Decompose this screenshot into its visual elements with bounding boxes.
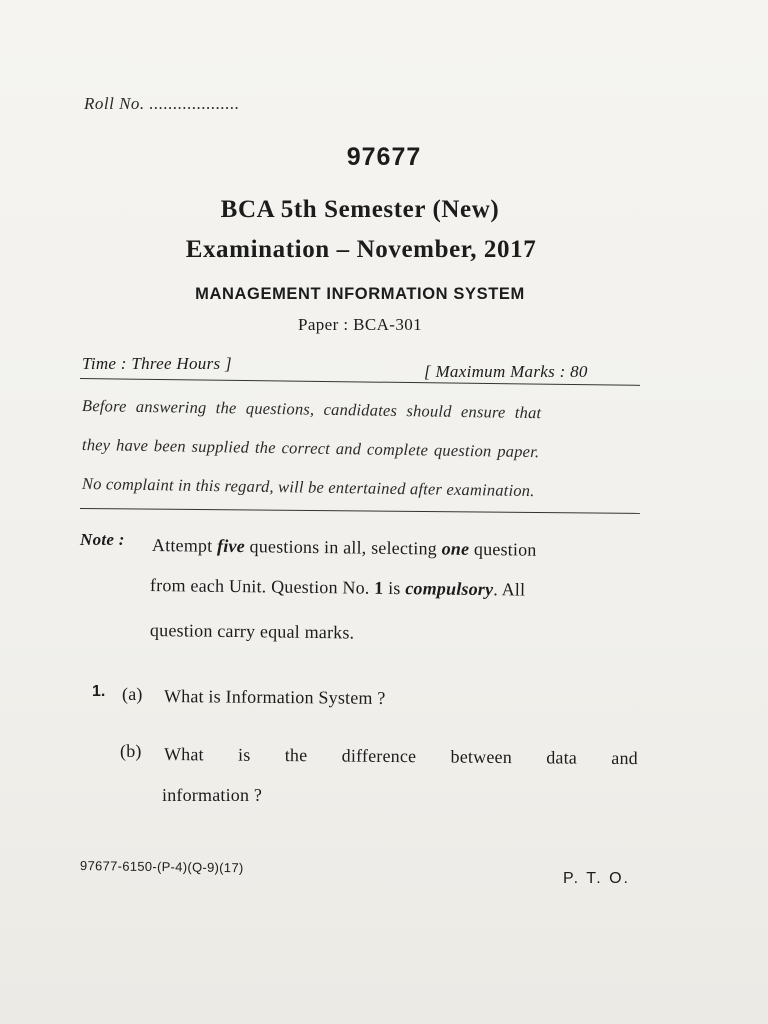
note-text: questions in all, selecting (244, 536, 442, 559)
roll-number-field: Roll No. ................... (84, 94, 240, 113)
maximum-marks: [ Maximum Marks : 80 (424, 362, 588, 381)
question-part-text-continued: information ? (162, 785, 263, 805)
note-emphasis-one: one (441, 538, 470, 559)
paper-number: Paper : BCA-301 (297, 315, 423, 334)
note-emphasis-question-number: 1 (374, 577, 384, 598)
instruction-line-2: they have been supplied the correct and complete question paper. (81, 435, 540, 462)
question-number: 1. (92, 683, 106, 700)
exam-title-line1: BCA 5th Semester (New) (220, 196, 500, 223)
question-word: data (546, 747, 578, 768)
paper-code: 97677 (346, 143, 422, 171)
note-line-3: question carry equal marks. (149, 620, 355, 643)
question-word: the (284, 745, 308, 766)
question-part-text: What is Information System ? (163, 686, 386, 708)
note-emphasis-compulsory: compulsory (405, 578, 494, 600)
instruction-line-1: Before answering the questions, candidates should ensure that (81, 396, 542, 423)
please-turn-over: P. T. O. (563, 870, 630, 887)
note-label: Note : (80, 530, 125, 549)
subject-title: MANAGEMENT INFORMATION SYSTEM (195, 285, 525, 303)
divider-bottom (80, 508, 640, 514)
note-line-1 (152, 535, 537, 561)
note-emphasis-five: five (216, 535, 245, 557)
note-line-2 (150, 575, 526, 601)
question-part-label: (b) (120, 741, 142, 761)
note-text: question (469, 538, 537, 560)
instruction-line-3: No complaint in this regard, will be entertained after examination. (81, 474, 535, 501)
note-text: from each Unit. Question No. (149, 575, 375, 598)
exam-title-line2: Examination – November, 2017 (185, 236, 537, 263)
time-allowed: Time : Three Hours ] (82, 354, 232, 373)
footer-paper-code: 97677-6150-(P-4)(Q-9)(17) (79, 858, 244, 876)
question-word: between (450, 746, 513, 768)
question-word: and (611, 747, 639, 769)
note-text: . All (493, 579, 526, 600)
question-part-label: (a) (122, 684, 143, 704)
question-word: is (237, 744, 251, 765)
note-text: Attempt (151, 535, 218, 556)
question-word: difference (341, 745, 417, 767)
question-word: What (163, 744, 204, 765)
question-part-text (164, 744, 638, 769)
note-text: is (383, 577, 406, 599)
